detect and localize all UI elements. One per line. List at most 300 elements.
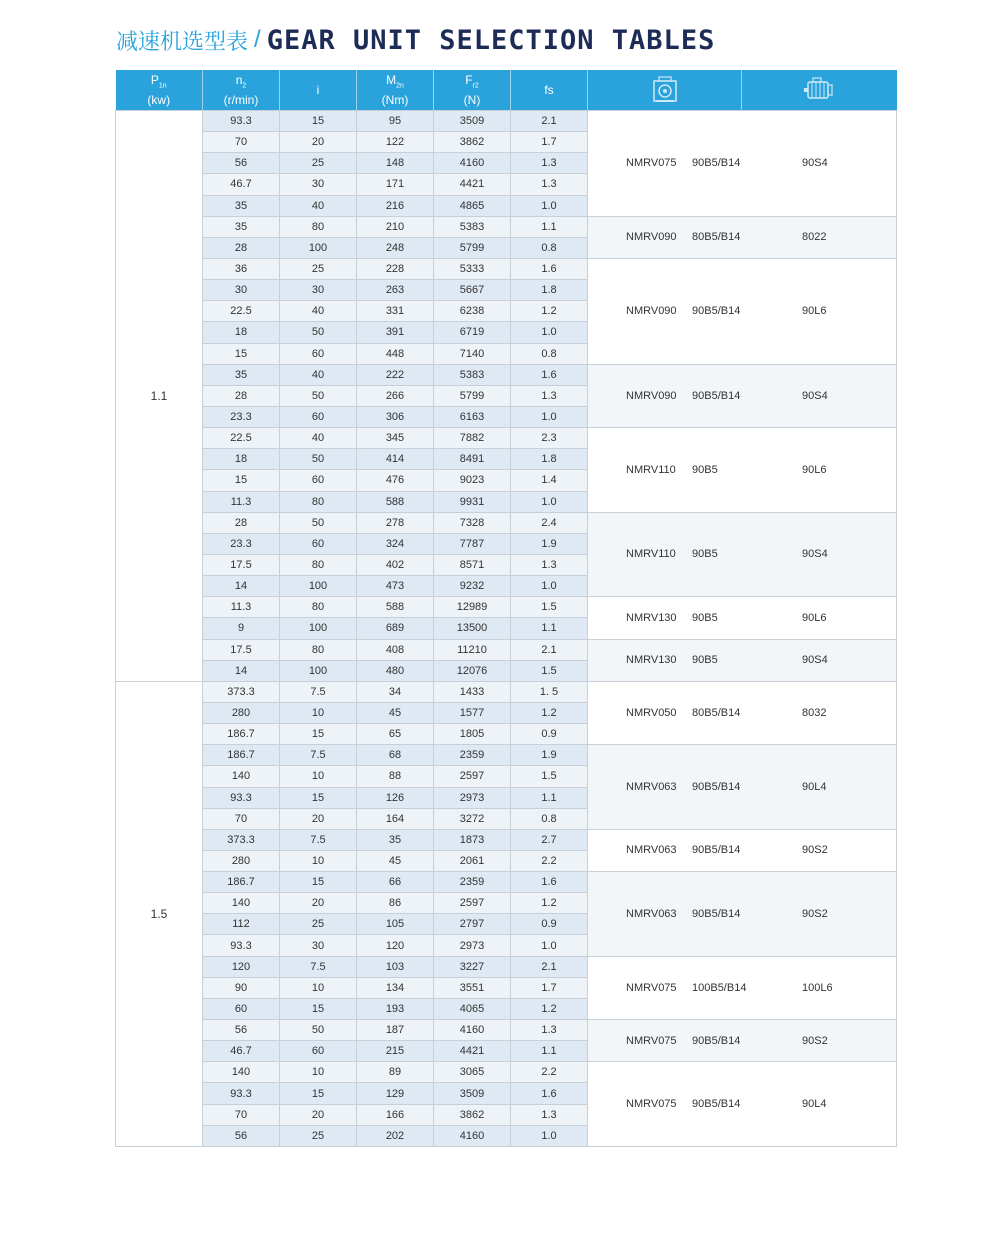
speed-cell: 22.5: [203, 428, 280, 449]
force-cell: 6163: [434, 406, 511, 427]
torque-cell: 408: [357, 639, 434, 660]
force-cell: 3551: [434, 977, 511, 998]
flange-code: 90B5: [692, 654, 718, 667]
torque-cell: 402: [357, 554, 434, 575]
torque-cell: 216: [357, 195, 434, 216]
speed-cell: 93.3: [203, 1083, 280, 1104]
torque-cell: 68: [357, 745, 434, 766]
table-row: [116, 681, 897, 702]
torque-cell: 45: [357, 702, 434, 723]
ratio-cell: 7.5: [280, 745, 357, 766]
table-row: [116, 1062, 897, 1083]
speed-cell: 93.3: [203, 787, 280, 808]
ratio-cell: 100: [280, 237, 357, 258]
force-cell: 1873: [434, 829, 511, 850]
model-code: NMRV130: [626, 654, 677, 667]
ratio-cell: 20: [280, 808, 357, 829]
ratio-cell: 10: [280, 766, 357, 787]
ratio-cell: 15: [280, 724, 357, 745]
ratio-cell: 80: [280, 554, 357, 575]
service-factor-cell: 1.0: [511, 1125, 588, 1146]
speed-cell: 35: [203, 216, 280, 237]
force-cell: 12076: [434, 660, 511, 681]
page-title: [116, 22, 715, 58]
ratio-cell: 25: [280, 153, 357, 174]
speed-cell: 28: [203, 385, 280, 406]
service-factor-cell: 0.9: [511, 914, 588, 935]
motor-code: 90L6: [802, 305, 827, 318]
service-factor-cell: 1.3: [511, 153, 588, 174]
service-factor-cell: 1.5: [511, 660, 588, 681]
speed-cell: 56: [203, 1125, 280, 1146]
table-header-row: [116, 70, 897, 111]
torque-cell: 134: [357, 977, 434, 998]
service-factor-cell: 1.0: [511, 406, 588, 427]
speed-cell: 11.3: [203, 491, 280, 512]
force-cell: 11210: [434, 639, 511, 660]
torque-cell: 66: [357, 872, 434, 893]
service-factor-cell: 1.7: [511, 132, 588, 153]
service-factor-cell: 1.0: [511, 195, 588, 216]
model-cell: [588, 1020, 897, 1062]
flange-code: 90B5/B14: [692, 305, 741, 318]
torque-cell: 588: [357, 491, 434, 512]
torque-cell: 187: [357, 1020, 434, 1041]
speed-cell: 112: [203, 914, 280, 935]
table-row: [116, 639, 897, 660]
ratio-cell: 30: [280, 935, 357, 956]
torque-cell: 306: [357, 406, 434, 427]
header-motor: [742, 70, 897, 111]
service-factor-cell: 1.6: [511, 1083, 588, 1104]
torque-cell: 193: [357, 998, 434, 1019]
torque-cell: 88: [357, 766, 434, 787]
ratio-cell: 10: [280, 1062, 357, 1083]
force-cell: 2597: [434, 766, 511, 787]
ratio-cell: 10: [280, 850, 357, 871]
motor-code: 90S2: [802, 844, 828, 857]
force-cell: 6719: [434, 322, 511, 343]
ratio-cell: 40: [280, 428, 357, 449]
model-cell: [588, 512, 897, 597]
speed-cell: 186.7: [203, 745, 280, 766]
force-cell: 1433: [434, 681, 511, 702]
service-factor-cell: 1.2: [511, 301, 588, 322]
force-cell: 4421: [434, 1041, 511, 1062]
model-cell: [588, 872, 897, 957]
ratio-cell: 100: [280, 618, 357, 639]
speed-cell: 60: [203, 998, 280, 1019]
torque-cell: 391: [357, 322, 434, 343]
force-cell: 4421: [434, 174, 511, 195]
ratio-cell: 15: [280, 111, 357, 132]
torque-cell: 266: [357, 385, 434, 406]
torque-cell: 86: [357, 893, 434, 914]
title-separator: /: [254, 26, 261, 53]
speed-cell: 17.5: [203, 639, 280, 660]
service-factor-cell: 0.8: [511, 343, 588, 364]
speed-cell: 18: [203, 322, 280, 343]
motor-icon: [802, 75, 836, 105]
speed-cell: 23.3: [203, 533, 280, 554]
force-cell: 7328: [434, 512, 511, 533]
table-row: [116, 258, 897, 279]
model-code: NMRV090: [626, 231, 677, 244]
torque-cell: 129: [357, 1083, 434, 1104]
model-code: NMRV050: [626, 707, 677, 719]
ratio-cell: 30: [280, 280, 357, 301]
table-row: [116, 512, 897, 533]
power-cell: 1.5: [116, 681, 203, 1146]
model-cell: [588, 956, 897, 1019]
speed-cell: 17.5: [203, 554, 280, 575]
ratio-cell: 15: [280, 872, 357, 893]
force-cell: 5383: [434, 216, 511, 237]
service-factor-cell: 1.0: [511, 576, 588, 597]
ratio-cell: 50: [280, 449, 357, 470]
torque-cell: 588: [357, 597, 434, 618]
model-code: NMRV110: [626, 548, 676, 561]
force-cell: 4160: [434, 1020, 511, 1041]
table-row: [116, 428, 897, 449]
flange-code: 90B5: [692, 611, 718, 624]
service-factor-cell: 1.4: [511, 470, 588, 491]
service-factor-cell: 1. 5: [511, 681, 588, 702]
flange-code: 90B5/B14: [692, 1034, 741, 1047]
force-cell: 3509: [434, 111, 511, 132]
service-factor-cell: 1.8: [511, 280, 588, 301]
flange-code: 90B5/B14: [692, 157, 741, 170]
ratio-cell: 60: [280, 470, 357, 491]
service-factor-cell: 1.0: [511, 935, 588, 956]
model-code: NMRV110: [626, 463, 676, 476]
service-factor-cell: 2.1: [511, 956, 588, 977]
motor-code: 90L4: [802, 781, 827, 793]
service-factor-cell: 1.9: [511, 533, 588, 554]
model-code: NMRV090: [626, 305, 677, 318]
force-cell: 3862: [434, 1104, 511, 1125]
model-cell: [588, 1062, 897, 1147]
service-factor-cell: 1.1: [511, 787, 588, 808]
ratio-cell: 10: [280, 977, 357, 998]
model-cell: [588, 681, 897, 744]
force-cell: 7140: [434, 343, 511, 364]
torque-cell: 202: [357, 1125, 434, 1146]
torque-cell: 95: [357, 111, 434, 132]
table-row: [116, 872, 897, 893]
power-cell: 1.1: [116, 111, 203, 682]
torque-cell: 222: [357, 364, 434, 385]
torque-cell: 263: [357, 280, 434, 301]
model-code: NMRV075: [626, 157, 677, 170]
force-cell: 2973: [434, 935, 511, 956]
speed-cell: 18: [203, 449, 280, 470]
table-row: [116, 216, 897, 237]
ratio-cell: 15: [280, 787, 357, 808]
torque-cell: 215: [357, 1041, 434, 1062]
speed-cell: 11.3: [203, 597, 280, 618]
flange-code: 90B5/B14: [692, 844, 741, 857]
service-factor-cell: 1.1: [511, 618, 588, 639]
torque-cell: 228: [357, 258, 434, 279]
force-cell: 3509: [434, 1083, 511, 1104]
model-cell: [588, 829, 897, 871]
speed-cell: 186.7: [203, 872, 280, 893]
speed-cell: 280: [203, 702, 280, 723]
force-cell: 5667: [434, 280, 511, 301]
ratio-cell: 80: [280, 216, 357, 237]
ratio-cell: 60: [280, 533, 357, 554]
speed-cell: 120: [203, 956, 280, 977]
motor-code: 90L6: [802, 463, 827, 476]
service-factor-cell: 1.8: [511, 449, 588, 470]
motor-code: 90S4: [802, 389, 828, 402]
force-cell: 1805: [434, 724, 511, 745]
torque-cell: 45: [357, 850, 434, 871]
flange-code: 100B5/B14: [692, 981, 747, 994]
ratio-cell: 10: [280, 702, 357, 723]
speed-cell: 93.3: [203, 935, 280, 956]
service-factor-cell: 0.9: [511, 724, 588, 745]
speed-cell: 70: [203, 808, 280, 829]
service-factor-cell: 1.6: [511, 872, 588, 893]
ratio-cell: 60: [280, 406, 357, 427]
motor-code: 90S4: [802, 654, 828, 667]
speed-cell: 23.3: [203, 406, 280, 427]
torque-cell: 103: [357, 956, 434, 977]
model-cell: [588, 597, 897, 639]
speed-cell: 56: [203, 1020, 280, 1041]
torque-cell: 105: [357, 914, 434, 935]
speed-cell: 14: [203, 660, 280, 681]
flange-code: 90B5/B14: [692, 907, 741, 920]
motor-code: 8032: [802, 707, 827, 719]
force-cell: 5333: [434, 258, 511, 279]
service-factor-cell: 0.8: [511, 237, 588, 258]
service-factor-cell: 1.3: [511, 1020, 588, 1041]
model-code: NMRV063: [626, 907, 677, 920]
force-cell: 1577: [434, 702, 511, 723]
torque-cell: 689: [357, 618, 434, 639]
speed-cell: 35: [203, 364, 280, 385]
torque-cell: 148: [357, 153, 434, 174]
service-factor-cell: 0.8: [511, 808, 588, 829]
flange-code: 80B5/B14: [692, 231, 741, 244]
ratio-cell: 80: [280, 491, 357, 512]
ratio-cell: 25: [280, 914, 357, 935]
torque-cell: 171: [357, 174, 434, 195]
speed-cell: 28: [203, 237, 280, 258]
force-cell: 2359: [434, 872, 511, 893]
force-cell: 7787: [434, 533, 511, 554]
worm-gearbox-icon: [650, 75, 680, 105]
ratio-cell: 20: [280, 1104, 357, 1125]
speed-cell: 30: [203, 280, 280, 301]
force-cell: 5799: [434, 385, 511, 406]
service-factor-cell: 1.2: [511, 893, 588, 914]
model-code: NMRV063: [626, 781, 677, 793]
force-cell: 7882: [434, 428, 511, 449]
model-code: NMRV090: [626, 389, 677, 402]
service-factor-cell: 2.2: [511, 1062, 588, 1083]
table-row: [116, 956, 897, 977]
ratio-cell: 20: [280, 132, 357, 153]
force-cell: 3272: [434, 808, 511, 829]
motor-code: 90S2: [802, 907, 828, 920]
ratio-cell: 7.5: [280, 681, 357, 702]
flange-code: 90B5: [692, 463, 718, 476]
force-cell: 9023: [434, 470, 511, 491]
force-cell: 5383: [434, 364, 511, 385]
selection-table: [115, 70, 897, 1147]
table-row: [116, 1020, 897, 1041]
header-output-torque: $M_{2n}$ (Nm): [357, 70, 434, 111]
ratio-cell: 15: [280, 1083, 357, 1104]
torque-cell: 473: [357, 576, 434, 597]
header-ratio: i: [280, 70, 357, 111]
speed-cell: 46.7: [203, 174, 280, 195]
service-factor-cell: 1.0: [511, 322, 588, 343]
flange-code: 90B5/B14: [692, 389, 741, 402]
header-service-factor: fs: [511, 70, 588, 111]
speed-cell: 28: [203, 512, 280, 533]
flange-code: 90B5/B14: [692, 1098, 741, 1111]
table-row: [116, 364, 897, 385]
service-factor-cell: 2.3: [511, 428, 588, 449]
ratio-cell: 40: [280, 301, 357, 322]
torque-cell: 166: [357, 1104, 434, 1125]
force-cell: 12989: [434, 597, 511, 618]
force-cell: 8491: [434, 449, 511, 470]
torque-cell: 476: [357, 470, 434, 491]
force-cell: 2597: [434, 893, 511, 914]
speed-cell: 140: [203, 766, 280, 787]
flange-code: 90B5/B14: [692, 781, 741, 793]
service-factor-cell: 1.7: [511, 977, 588, 998]
service-factor-cell: 2.4: [511, 512, 588, 533]
torque-cell: 122: [357, 132, 434, 153]
torque-cell: 414: [357, 449, 434, 470]
service-factor-cell: 1.3: [511, 554, 588, 575]
speed-cell: 70: [203, 132, 280, 153]
torque-cell: 35: [357, 829, 434, 850]
service-factor-cell: 1.2: [511, 702, 588, 723]
speed-cell: 15: [203, 470, 280, 491]
speed-cell: 35: [203, 195, 280, 216]
speed-cell: 14: [203, 576, 280, 597]
motor-code: 90S4: [802, 548, 828, 561]
torque-cell: 126: [357, 787, 434, 808]
service-factor-cell: 1.0: [511, 491, 588, 512]
force-cell: 3227: [434, 956, 511, 977]
service-factor-cell: 1.1: [511, 1041, 588, 1062]
torque-cell: 34: [357, 681, 434, 702]
flange-code: 80B5/B14: [692, 707, 741, 719]
speed-cell: 140: [203, 893, 280, 914]
model-cell: [588, 111, 897, 217]
motor-code: 90L6: [802, 611, 827, 624]
ratio-cell: 7.5: [280, 956, 357, 977]
ratio-cell: 50: [280, 385, 357, 406]
motor-code: 8022: [802, 231, 827, 244]
table-row: [116, 597, 897, 618]
speed-cell: 93.3: [203, 111, 280, 132]
force-cell: 3065: [434, 1062, 511, 1083]
model-code: NMRV075: [626, 1034, 677, 1047]
model-cell: [588, 258, 897, 364]
header-power: $P_{1n}$ (kw): [116, 70, 203, 111]
force-cell: 13500: [434, 618, 511, 639]
ratio-cell: 30: [280, 174, 357, 195]
service-factor-cell: 1.5: [511, 766, 588, 787]
ratio-cell: 80: [280, 639, 357, 660]
header-gearbox: [588, 70, 742, 111]
model-code: NMRV075: [626, 981, 677, 994]
table-body: [116, 111, 897, 1147]
force-cell: 9931: [434, 491, 511, 512]
force-cell: 4065: [434, 998, 511, 1019]
torque-cell: 89: [357, 1062, 434, 1083]
service-factor-cell: 1.9: [511, 745, 588, 766]
service-factor-cell: 1.1: [511, 216, 588, 237]
speed-cell: 36: [203, 258, 280, 279]
torque-cell: 164: [357, 808, 434, 829]
speed-cell: 186.7: [203, 724, 280, 745]
force-cell: 3862: [434, 132, 511, 153]
header-output-speed: $n_2$ (r/min): [203, 70, 280, 111]
title-english: GEAR UNIT SELECTION TABLES: [266, 24, 716, 56]
force-cell: 6238: [434, 301, 511, 322]
force-cell: 2061: [434, 850, 511, 871]
force-cell: 4160: [434, 1125, 511, 1146]
force-cell: 2973: [434, 787, 511, 808]
force-cell: 5799: [434, 237, 511, 258]
force-cell: 8571: [434, 554, 511, 575]
motor-code: 90S4: [802, 157, 828, 170]
ratio-cell: 40: [280, 364, 357, 385]
torque-cell: 210: [357, 216, 434, 237]
speed-cell: 56: [203, 153, 280, 174]
speed-cell: 280: [203, 850, 280, 871]
service-factor-cell: 1.3: [511, 1104, 588, 1125]
speed-cell: 9: [203, 618, 280, 639]
service-factor-cell: 1.3: [511, 385, 588, 406]
service-factor-cell: 2.1: [511, 639, 588, 660]
service-factor-cell: 2.1: [511, 111, 588, 132]
torque-cell: 120: [357, 935, 434, 956]
speed-cell: 373.3: [203, 829, 280, 850]
ratio-cell: 25: [280, 258, 357, 279]
force-cell: 2797: [434, 914, 511, 935]
force-cell: 2359: [434, 745, 511, 766]
speed-cell: 140: [203, 1062, 280, 1083]
torque-cell: 65: [357, 724, 434, 745]
torque-cell: 248: [357, 237, 434, 258]
service-factor-cell: 1.3: [511, 174, 588, 195]
title-chinese: 减速机选型表: [116, 29, 249, 55]
ratio-cell: 25: [280, 1125, 357, 1146]
table-row: [116, 829, 897, 850]
ratio-cell: 60: [280, 343, 357, 364]
speed-cell: 373.3: [203, 681, 280, 702]
service-factor-cell: 1.5: [511, 597, 588, 618]
force-cell: 4160: [434, 153, 511, 174]
motor-code: 90S2: [802, 1034, 828, 1047]
speed-cell: 15: [203, 343, 280, 364]
ratio-cell: 50: [280, 322, 357, 343]
model-cell: [588, 428, 897, 513]
force-cell: 4865: [434, 195, 511, 216]
